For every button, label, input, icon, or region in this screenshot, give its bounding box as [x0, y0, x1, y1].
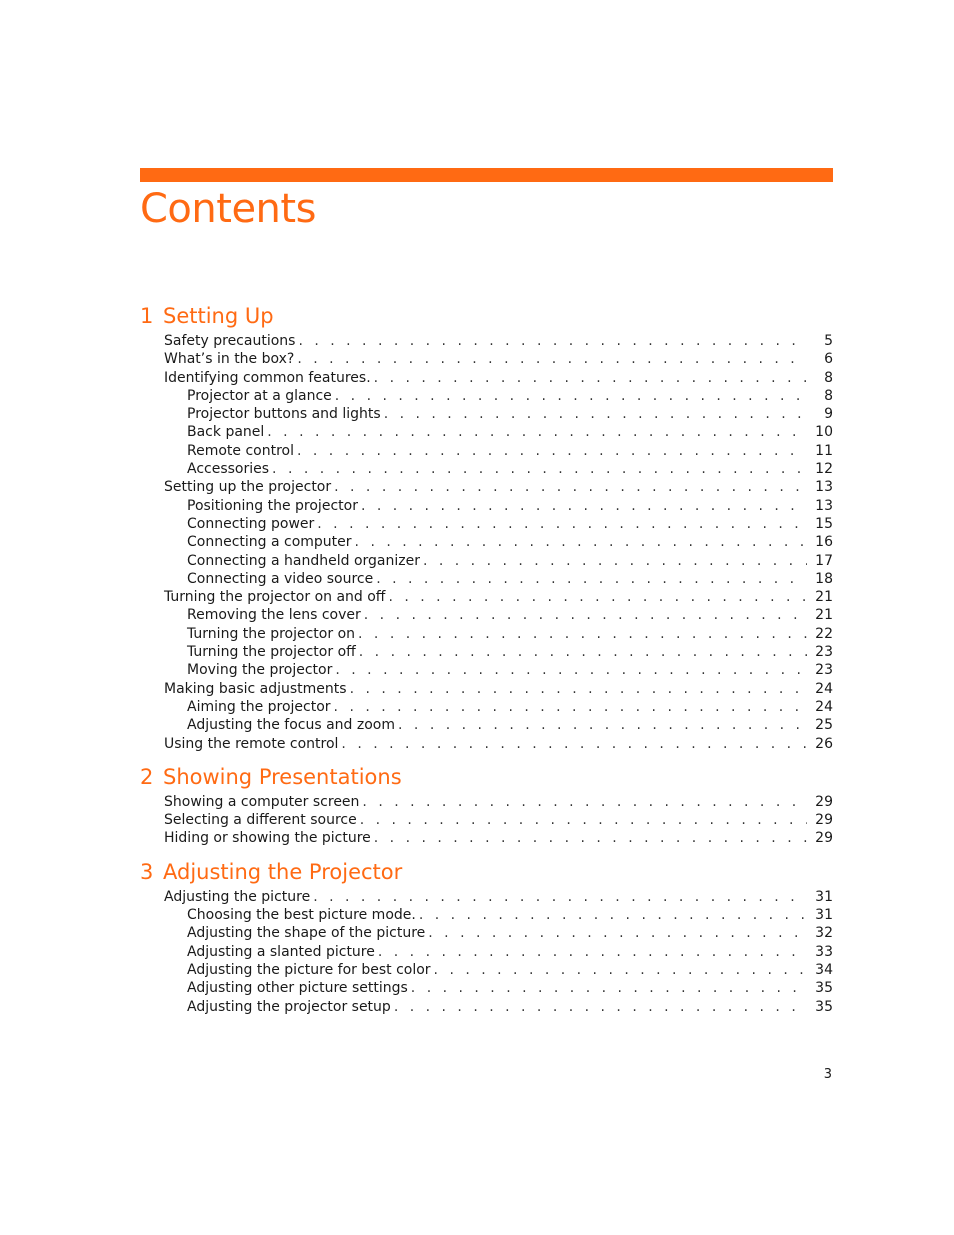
toc-entry-page: 8	[824, 387, 833, 404]
toc-entry[interactable]	[140, 369, 833, 387]
page-number: 3	[823, 1067, 832, 1082]
chapter-heading[interactable]	[140, 300, 833, 332]
toc-entry[interactable]	[140, 588, 833, 606]
toc-entry-page: 35	[815, 998, 833, 1015]
dot-leader	[419, 906, 807, 924]
toc-entry-page: 6	[824, 351, 833, 368]
dot-leader	[355, 533, 807, 551]
toc-entry-title: Choosing the best picture mode.	[187, 907, 416, 924]
toc-entry[interactable]	[140, 698, 833, 716]
toc-entry[interactable]	[140, 606, 833, 624]
dot-leader	[297, 442, 807, 460]
toc-entry[interactable]	[140, 829, 833, 847]
dot-leader	[350, 680, 807, 698]
chapter-title: Setting Up	[163, 304, 274, 328]
dot-leader	[334, 478, 807, 496]
toc-entry-page: 24	[815, 698, 833, 715]
toc-entry-title: Adjusting the picture for best color	[187, 961, 431, 978]
dot-leader	[362, 793, 807, 811]
toc-entry[interactable]	[140, 811, 833, 829]
toc-entry-page: 34	[815, 961, 833, 978]
toc-entry-title: Positioning the projector	[187, 497, 358, 514]
toc-entry[interactable]	[140, 625, 833, 643]
toc-entry-page: 22	[815, 625, 833, 642]
dot-leader	[378, 943, 807, 961]
toc-entry-title: Adjusting the focus and zoom	[187, 717, 396, 734]
toc-entry-title: Connecting a computer	[187, 534, 352, 551]
toc-entry[interactable]	[140, 998, 833, 1016]
toc-entry[interactable]	[140, 943, 833, 961]
toc-entry[interactable]	[140, 906, 833, 924]
header-rule	[140, 168, 833, 182]
toc-entry-title: Showing a computer screen	[164, 793, 360, 810]
toc-entry-title: Turning the projector on	[187, 625, 356, 642]
toc-entry[interactable]	[140, 680, 833, 698]
toc-entry-title: Using the remote control	[164, 735, 339, 752]
toc-entry[interactable]	[140, 570, 833, 588]
dot-leader	[428, 924, 807, 942]
toc-entry[interactable]	[140, 735, 833, 753]
toc-entry-page: 11	[815, 442, 833, 459]
chapter-section	[140, 300, 833, 753]
toc-entry-page: 24	[815, 680, 833, 697]
toc-entry-title: Turning the projector on and off	[164, 589, 386, 606]
chapter-number: 3	[140, 859, 154, 884]
toc-entry[interactable]	[140, 332, 833, 350]
toc-entry-page: 12	[815, 461, 833, 478]
toc-entry-page: 29	[815, 812, 833, 829]
toc-entry-page: 17	[815, 552, 833, 569]
dot-leader	[411, 979, 807, 997]
toc-entry[interactable]	[140, 515, 833, 533]
toc-entry-page: 21	[815, 589, 833, 606]
toc-entry-title: Identifying common features.	[164, 369, 371, 386]
chapter-number: 1	[140, 304, 154, 328]
dot-leader	[297, 350, 807, 368]
toc-entry[interactable]	[140, 497, 833, 515]
dot-leader	[317, 515, 807, 533]
dot-leader	[374, 369, 807, 387]
toc-entry[interactable]	[140, 442, 833, 460]
toc-entry-title: Aiming the projector	[187, 698, 331, 715]
toc-entry-title: Adjusting the picture	[164, 888, 311, 905]
toc-entry-title: Remote control	[187, 442, 294, 459]
toc-entry[interactable]	[140, 961, 833, 979]
toc-entry[interactable]	[140, 533, 833, 551]
dot-leader	[384, 405, 807, 423]
chapter-heading[interactable]	[140, 761, 833, 793]
toc-entry[interactable]	[140, 643, 833, 661]
toc-entry-title: Adjusting the shape of the picture	[187, 925, 426, 942]
toc-entry-page: 5	[824, 333, 833, 349]
dot-leader	[423, 552, 807, 570]
toc-entry-title: Removing the lens cover	[187, 607, 361, 624]
toc-entry-page: 25	[815, 717, 833, 734]
toc-entry-title: Projector at a glance	[187, 387, 332, 404]
dot-leader	[361, 497, 807, 515]
toc-entry[interactable]	[140, 405, 833, 423]
dot-leader	[313, 888, 807, 906]
chapter-title: Showing Presentations	[163, 764, 402, 789]
toc-entry[interactable]	[140, 478, 833, 496]
toc-entry-title: Setting up the projector	[164, 479, 332, 496]
toc-entry-title: What’s in the box?	[164, 351, 295, 368]
dot-leader	[298, 332, 807, 350]
toc-entry-page: 15	[815, 515, 833, 532]
toc-entry-title: Connecting a video source	[187, 570, 374, 587]
toc-entry-title: Making basic adjustments	[164, 680, 347, 697]
toc-entry-title: Adjusting the projector setup	[187, 998, 391, 1015]
toc-entry-title: Safety precautions	[164, 333, 296, 349]
toc-entry[interactable]	[140, 460, 833, 478]
toc-entry-title: Selecting a different source	[164, 812, 357, 829]
toc-entry[interactable]	[140, 979, 833, 997]
toc-entry[interactable]	[140, 793, 833, 811]
dot-leader	[376, 570, 807, 588]
dot-leader	[267, 423, 807, 441]
toc-entry-page: 23	[815, 644, 833, 661]
page-title: Contents	[140, 186, 316, 232]
toc-entry[interactable]	[140, 924, 833, 942]
dot-leader	[335, 387, 807, 405]
toc-entry[interactable]	[140, 661, 833, 679]
toc-entry[interactable]	[140, 716, 833, 734]
table-of-contents	[140, 300, 833, 1024]
toc-entry-title: Adjusting other picture settings	[187, 980, 408, 997]
toc-entry-title: Adjusting a slanted picture	[187, 943, 375, 960]
toc-entry-page: 33	[815, 943, 833, 960]
toc-entry-page: 21	[815, 607, 833, 624]
chapter-section	[140, 761, 833, 848]
toc-entry-title: Connecting power	[187, 515, 315, 532]
toc-entry-title: Hiding or showing the picture	[164, 830, 371, 847]
chapter-number: 2	[140, 764, 154, 789]
toc-entry-page: 32	[815, 925, 833, 942]
toc-entry[interactable]	[140, 552, 833, 570]
dot-leader	[434, 961, 807, 979]
chapter-section	[140, 856, 833, 1016]
toc-entry-page: 26	[815, 735, 833, 752]
toc-entry-page: 31	[815, 907, 833, 924]
dot-leader	[334, 698, 807, 716]
dot-leader	[364, 606, 807, 624]
toc-entry-page: 29	[815, 830, 833, 847]
dot-leader	[388, 588, 807, 606]
toc-entry-page: 9	[824, 406, 833, 423]
dot-leader	[398, 716, 807, 734]
dot-leader	[272, 460, 807, 478]
toc-entry-page: 35	[815, 980, 833, 997]
toc-entry-page: 23	[815, 662, 833, 679]
toc-entry-title: Turning the projector off	[187, 644, 356, 661]
toc-entry-title: Back panel	[187, 424, 265, 441]
toc-entry-page: 8	[824, 369, 833, 386]
dot-leader	[341, 735, 807, 753]
toc-entry-title: Accessories	[187, 461, 270, 478]
toc-entry[interactable]	[140, 423, 833, 441]
toc-entry[interactable]	[140, 387, 833, 405]
dot-leader	[335, 661, 807, 679]
toc-entry-title: Connecting a handheld organizer	[187, 552, 420, 569]
toc-entry-page: 18	[815, 570, 833, 587]
dot-leader	[358, 625, 807, 643]
toc-entry[interactable]	[140, 350, 833, 368]
toc-entry-page: 13	[815, 497, 833, 514]
chapter-title: Adjusting the Projector	[163, 859, 403, 884]
dot-leader	[394, 998, 807, 1016]
toc-entry-title: Moving the projector	[187, 662, 333, 679]
toc-entry-page: 16	[815, 534, 833, 551]
dot-leader	[360, 811, 807, 829]
toc-entry[interactable]	[140, 888, 833, 906]
toc-entry-page: 29	[815, 793, 833, 810]
chapter-heading[interactable]	[140, 856, 833, 888]
toc-entry-page: 13	[815, 479, 833, 496]
toc-entry-page: 10	[815, 424, 833, 441]
toc-entry-page: 31	[815, 888, 833, 905]
dot-leader	[374, 829, 807, 847]
dot-leader	[359, 643, 807, 661]
toc-entry-title: Projector buttons and lights	[187, 406, 381, 423]
